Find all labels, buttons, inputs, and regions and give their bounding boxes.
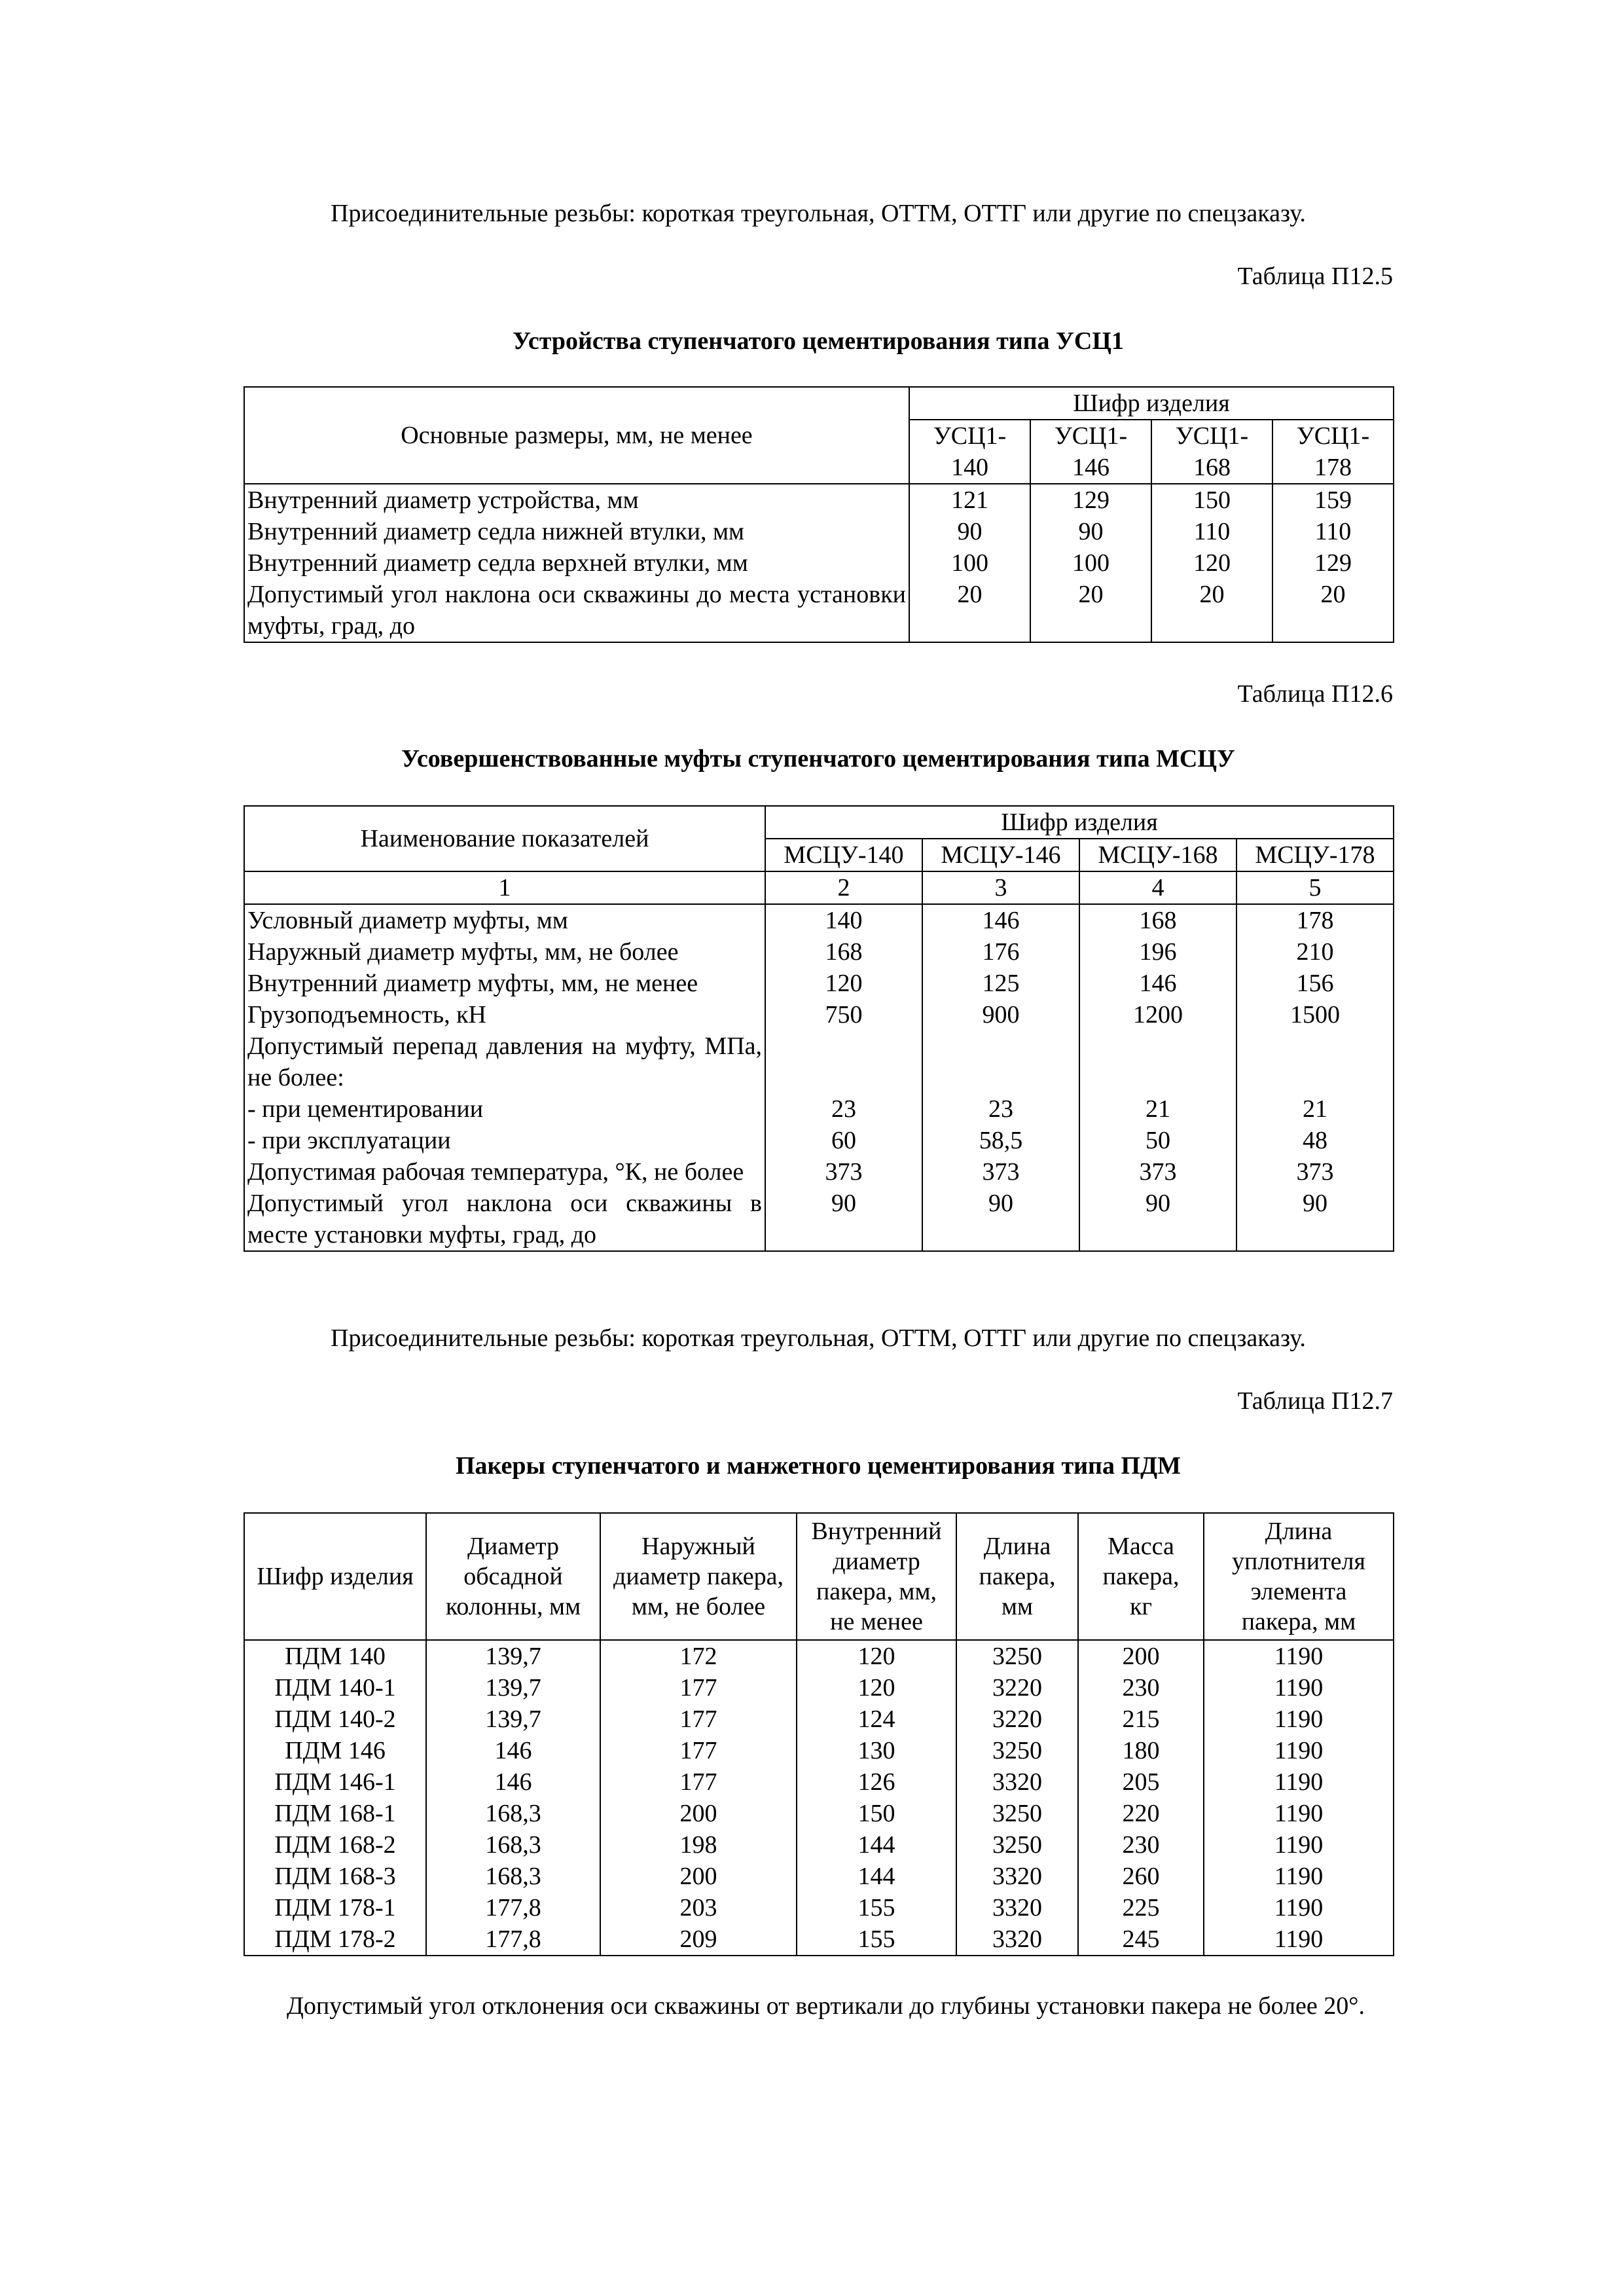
table-row: Внутренний диаметр муфты, мм, не менее 120 125 146 156	[244, 968, 1394, 999]
table-row: ПДМ 168-2 168,3 198 144 3250 230 1190	[244, 1829, 1394, 1861]
table-row: ПДМ 146 146 177 130 3250 180 1190	[244, 1735, 1394, 1766]
table5-col-header: УСЦ1- 146	[1030, 420, 1151, 484]
table7-col-header: Масса пакера, кг	[1078, 1513, 1204, 1640]
table6-header-param: Наименование показателей	[244, 806, 765, 871]
table5	[244, 386, 1394, 643]
table-row: ПДМ 168-3 168,3 200 144 3320 260 1190	[244, 1861, 1394, 1892]
table6-col-header: МСЦУ-146	[922, 839, 1079, 871]
table-row: Допустимый перепад давления на муфту, МПа, не более:	[244, 1030, 1394, 1093]
table7	[244, 1512, 1394, 1956]
table5-col-header: УСЦ1- 140	[909, 420, 1030, 484]
table7-label: Таблица П12.7	[1237, 1387, 1393, 1415]
table-row: Внутренний диаметр седла нижней втулки, мм 90 90 110 110	[244, 516, 1394, 547]
table5-title: Устройства ступенчатого цементирования типа УСЦ1	[513, 327, 1124, 355]
table-row: Внутренний диаметр устройства, мм 121 129 150 159	[244, 484, 1394, 516]
table-row: Допустимый угол наклона оси скважины до места установки муфты, град, до 20 20 20 20	[244, 579, 1394, 642]
table6-col-header: МСЦУ-140	[765, 839, 922, 871]
table6-col-header: МСЦУ-178	[1236, 839, 1394, 871]
table-row: Условный диаметр муфты, мм 140 146 168 178	[244, 904, 1394, 936]
table-row: - при эксплуатации 60 58,5 50 48	[244, 1125, 1394, 1156]
table7-col-header: Длина пакера, мм	[956, 1513, 1078, 1640]
table-row: ПДМ 140-1 139,7 177 120 3220 230 1190	[244, 1672, 1394, 1704]
table6-number-row: 1 2 3 4 5	[244, 871, 1394, 904]
threads-note-1: Присоединительные резьбы: короткая треугольная, ОТТМ, ОТТГ или другие по спецзаказу.	[331, 200, 1306, 227]
table7-col-header: Длина уплотнителя элемента пакера, мм	[1204, 1513, 1394, 1640]
table-row: ПДМ 140 139,7 172 120 3250 200 1190	[244, 1640, 1394, 1672]
table6-col-header: МСЦУ-168	[1079, 839, 1236, 871]
final-note: Допустимый угол отклонения оси скважины от вертикали до глубины установки пакера не более 20°.	[287, 1992, 1365, 2020]
table6-header-group: Шифр изделия	[765, 806, 1394, 839]
table6-title: Усовершенствованные муфты ступенчатого цементирования типа МСЦУ	[401, 745, 1235, 773]
table-row: - при цементировании 23 23 21 21	[244, 1093, 1394, 1125]
table-row: ПДМ 140-2 139,7 177 124 3220 215 1190	[244, 1704, 1394, 1735]
table-row: Грузоподъемность, кН 750 900 1200 1500	[244, 999, 1394, 1030]
table-row: ПДМ 146-1 146 177 126 3320 205 1190	[244, 1766, 1394, 1798]
table-row: Допустимый угол наклона оси скважины в месте установки муфты, град, до 90 90 90 90	[244, 1188, 1394, 1251]
table7-col-header: Шифр изделия	[244, 1513, 426, 1640]
table5-label: Таблица П12.5	[1237, 263, 1393, 290]
table5-col-header: УСЦ1- 178	[1272, 420, 1394, 484]
table-row: Допустимая рабочая температура, °К, не более 373 373 373 373	[244, 1156, 1394, 1188]
threads-note-2: Присоединительные резьбы: короткая треугольная, ОТТМ, ОТТГ или другие по спецзаказу.	[331, 1324, 1306, 1352]
table7-col-header: Диаметр обсадной колонны, мм	[426, 1513, 600, 1640]
table7-col-header: Наружный диаметр пакера, мм, не более	[600, 1513, 797, 1640]
table-row: Наружный диаметр муфты, мм, не более 168 176 196 210	[244, 936, 1394, 968]
table5-col-header: УСЦ1- 168	[1151, 420, 1272, 484]
table6-label: Таблица П12.6	[1237, 680, 1393, 708]
table7-col-header: Внутренний диаметр пакера, мм, не менее	[797, 1513, 956, 1640]
table5-header-group: Шифр изделия	[909, 387, 1394, 420]
table-row: ПДМ 178-2 177,8 209 155 3320 245 1190	[244, 1923, 1394, 1956]
table-row: ПДМ 168-1 168,3 200 150 3250 220 1190	[244, 1798, 1394, 1829]
table6	[244, 805, 1394, 1252]
table5-header-param: Основные размеры, мм, не менее	[244, 387, 909, 484]
table-row: Внутренний диаметр седла верхней втулки, мм 100 100 120 129	[244, 547, 1394, 579]
table-row: ПДМ 178-1 177,8 203 155 3320 225 1190	[244, 1892, 1394, 1923]
table7-title: Пакеры ступенчатого и манжетного цементирования типа ПДМ	[455, 1452, 1182, 1480]
